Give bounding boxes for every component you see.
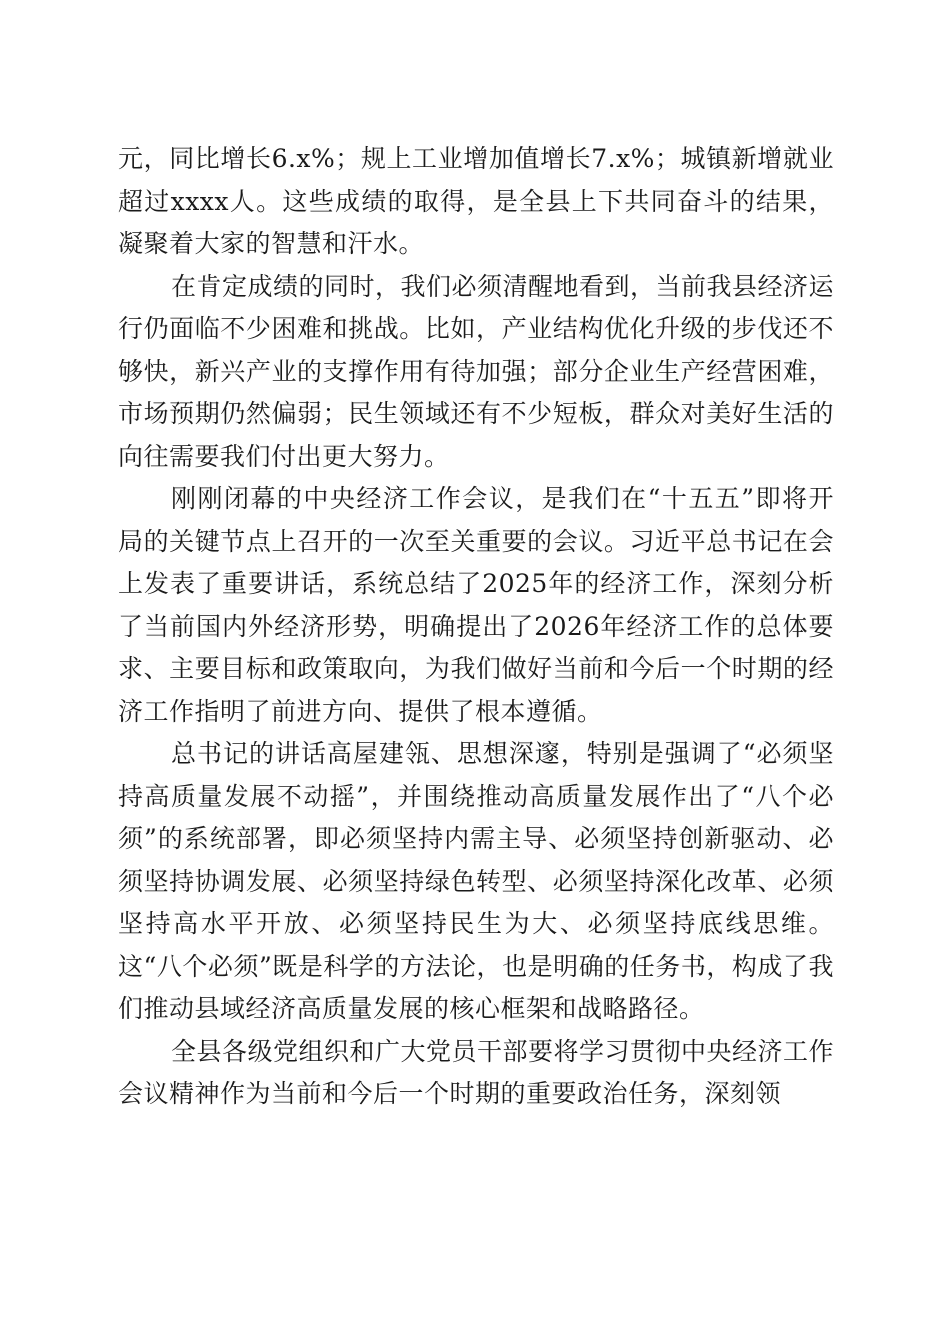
- paragraph-1: 元，同比增长6.x%；规上工业增加值增长7.x%；城镇新增就业超过xxxx人。这些成绩的取得，是全县上下共同奋斗的结果，凝聚着大家的智慧和汗水。: [118, 144, 834, 258]
- paragraph-3: 刚刚闭幕的中央经济工作会议，是我们在“十五五”即将开局的关键节点上召开的一次至关重要的会议。习近平总书记在会上发表了重要讲话，系统总结了2025年的经济工作，深刻分析了当前国内外经济形势，明确提出了2026年经济工作的总体要求、主要目标和政策取向，为我们做好当前和今后一个时期的经济工作指明了前进方向、提供了根本遵循。: [118, 484, 834, 726]
- paragraph-2: 在肯定成绩的同时，我们必须清醒地看到，当前我县经济运行仍面临不少困难和挑战。比如，产业结构优化升级的步伐还不够快，新兴产业的支撑作用有待加强；部分企业生产经营困难，市场预期仍然偏弱；民生领域还有不少短板，群众对美好生活的向往需要我们付出更大努力。: [118, 271, 835, 471]
- paragraph-4: 总书记的讲话高屋建瓴、思想深邃，特别是强调了“必须坚持高质量发展不动摇”，并围绕推动高质量发展作出了“八个必须”的系统部署，即必须坚持内需主导、必须坚持创新驱动、必须坚持协调发展、必须坚持绿色转型、必须坚持深化改革、必须坚持高水平开放、必须坚持民生为大、必须坚持底线思维。这“八个必须”既是科学的方法论，也是明确的任务书，构成了我们推动县域经济高质量发展的核心框架和战略路径。: [118, 739, 834, 1023]
- paragraph-5: 全县各级党组织和广大党员干部要将学习贯彻中央经济工作会议精神作为当前和今后一个时期的重要政治任务，深刻领: [118, 1036, 835, 1108]
- body-text: [118, 138, 834, 1116]
